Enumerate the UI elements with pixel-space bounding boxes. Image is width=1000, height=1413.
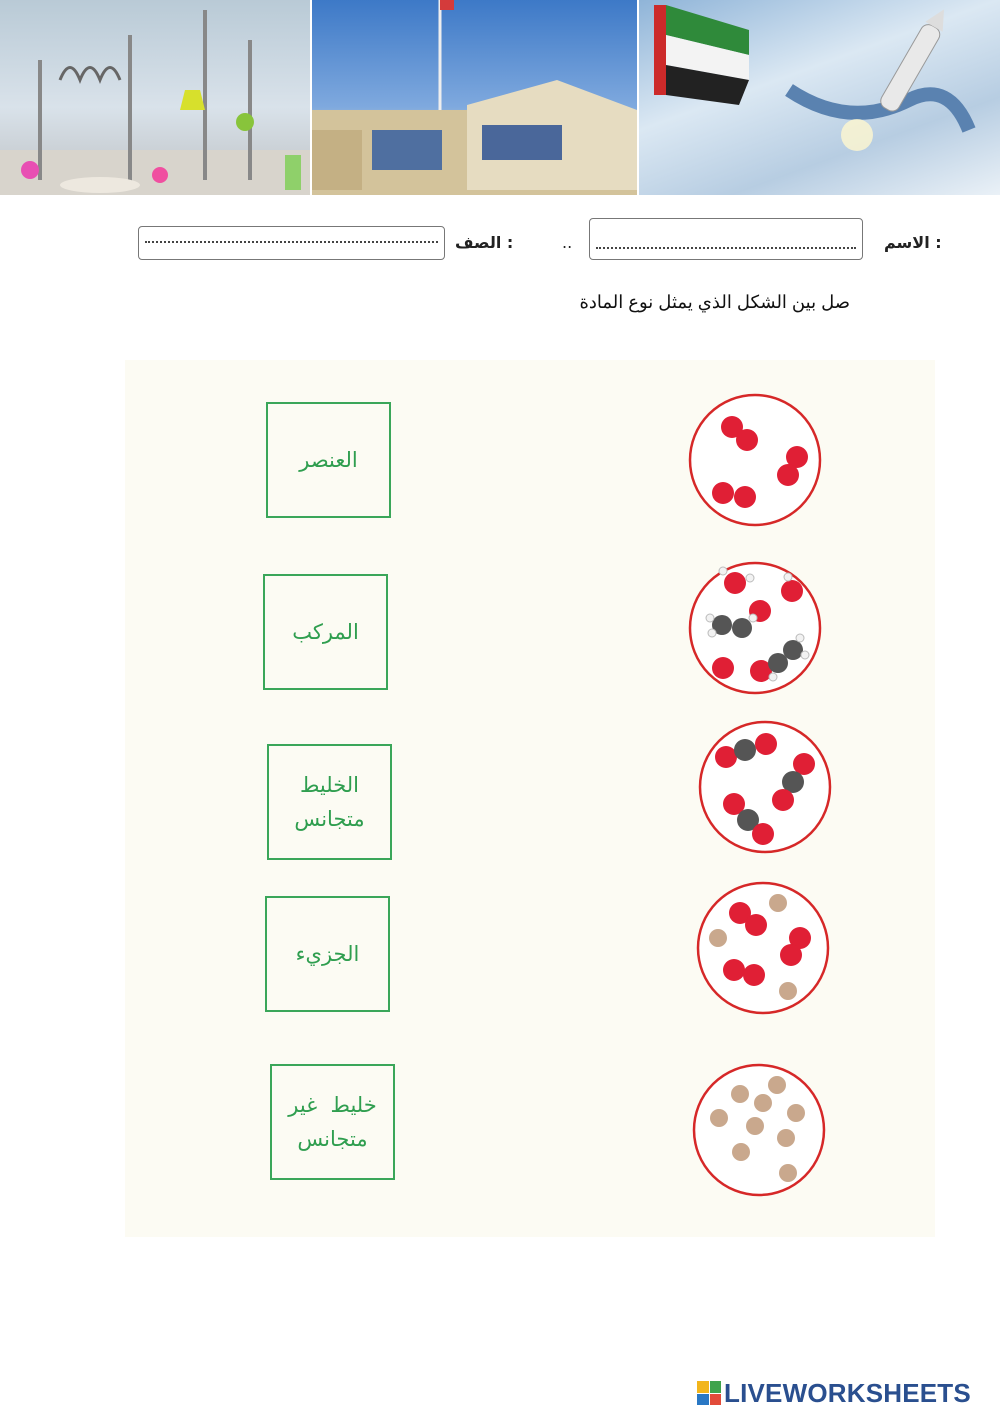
compound-molecules-icon[interactable] [680,553,830,703]
class-label: الصف : [455,233,514,252]
school-building-photo [312,0,637,195]
answer-box-compound[interactable] [263,574,388,690]
rocket-icon [639,0,1000,205]
logo-grid-icon [697,1381,721,1405]
mixture-particles-icon[interactable] [688,873,838,1023]
class-input[interactable] [138,226,445,260]
brand-logo [697,1378,971,1408]
name-input[interactable] [589,218,863,260]
lab-equipment-icon [0,0,310,195]
header-banner [0,0,1000,205]
answer-box-molecule[interactable] [265,896,390,1012]
brand-name: LIVEWORKSHEETS [724,1377,971,1408]
single-atoms-icon[interactable] [684,1055,834,1205]
diatomic-molecules-icon[interactable] [680,385,830,535]
answer-box-element[interactable] [266,402,391,518]
answer-text-line2: متجانس [294,807,365,831]
name-label: الاسم : [884,233,942,252]
answer-text: العنصر [299,448,358,472]
lab-photo [0,0,310,195]
answer-text-line1: خليط غير [288,1093,377,1117]
rocket-flag-photo [639,0,1000,195]
answer-box-heterogeneous-mixture[interactable] [270,1064,395,1180]
instruction-text: صل بين الشكل الذي يمثل نوع المادة [579,292,850,312]
answer-text-line1: الخليط [300,773,360,797]
answer-box-homogeneous-mixture[interactable] [267,744,392,860]
answer-text: الجزيء [295,942,360,966]
triatomic-molecules-icon[interactable] [690,712,840,862]
building-icon [312,0,637,195]
name-trailing-dots: .. [562,233,573,252]
answer-text: المركب [292,620,359,644]
answer-text-line2: متجانس [297,1127,368,1151]
